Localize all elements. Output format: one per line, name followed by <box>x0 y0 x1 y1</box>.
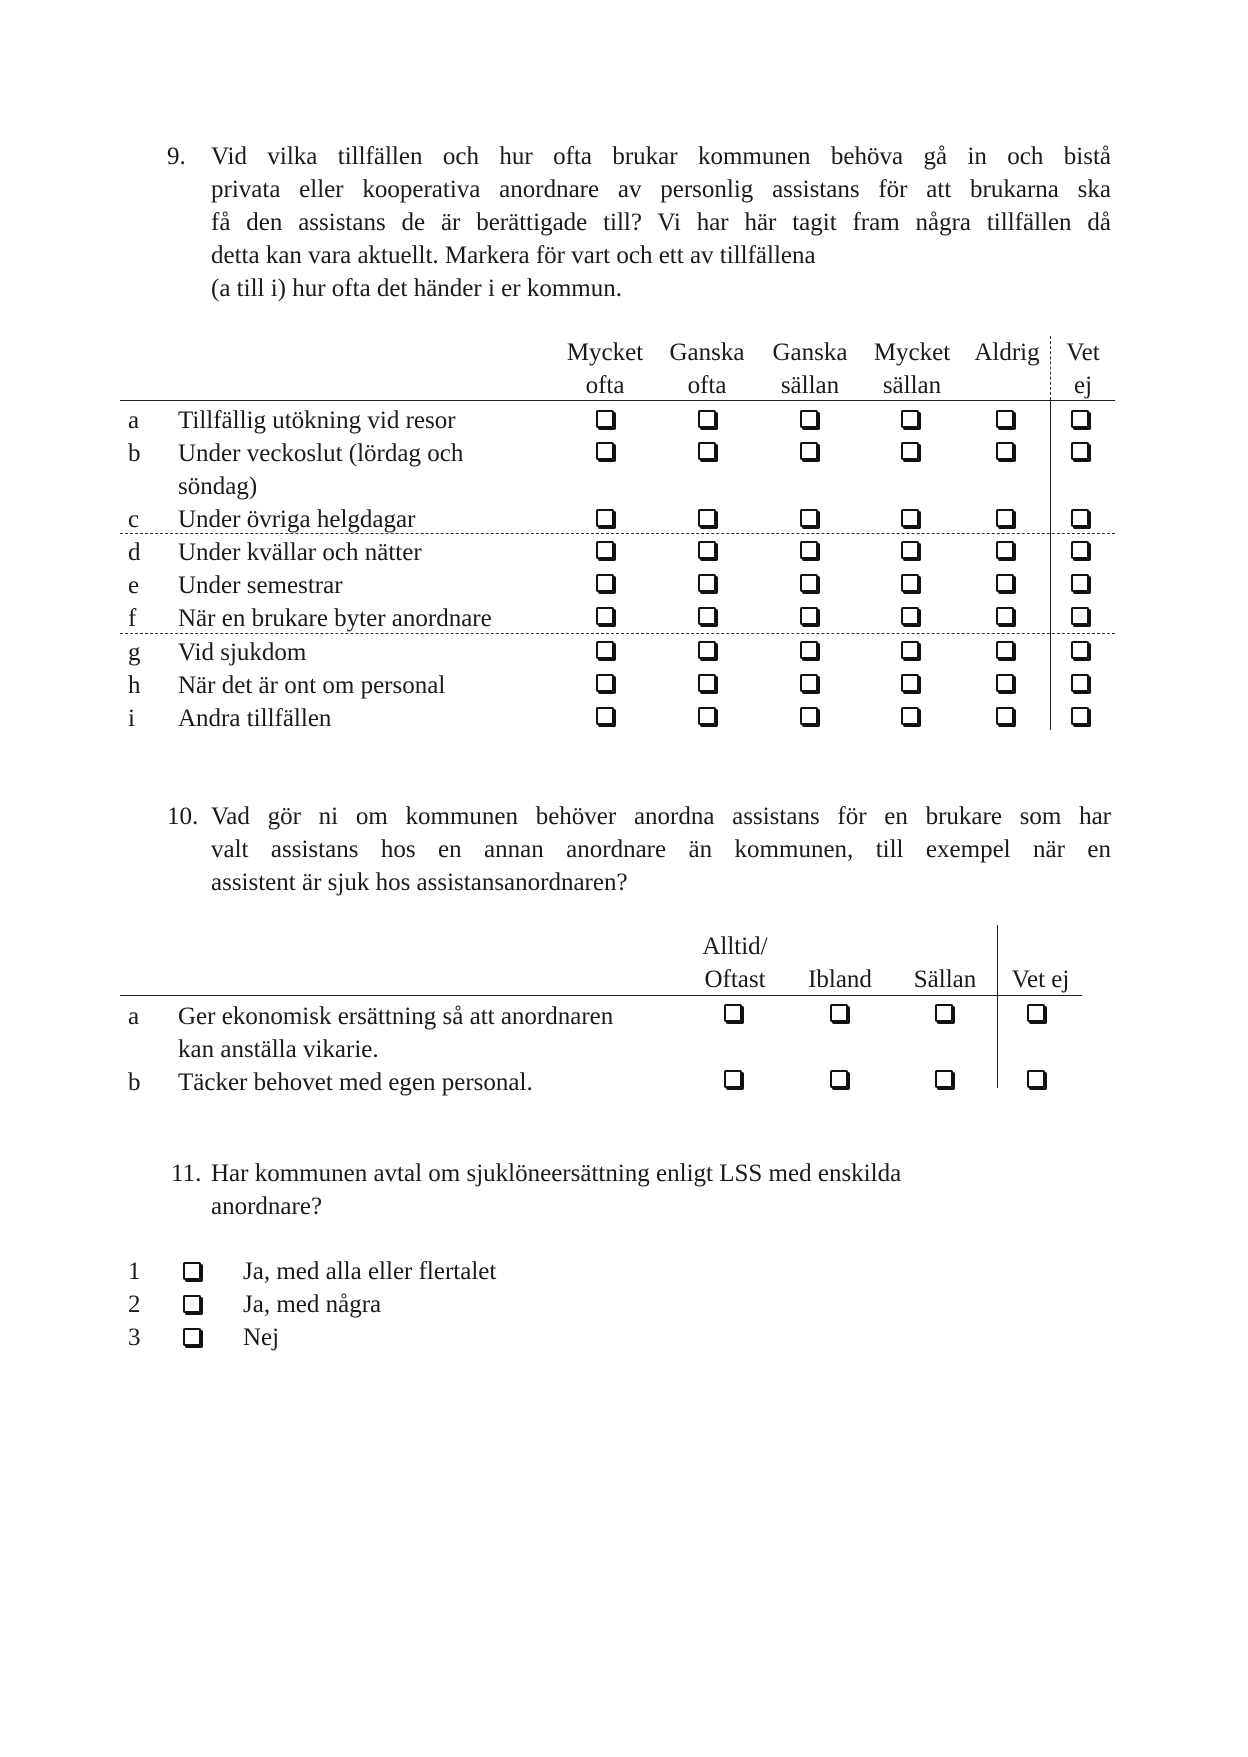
row-letter: a <box>128 407 140 434</box>
row-letter: d <box>128 539 141 566</box>
option-number: 2 <box>128 1291 141 1318</box>
option-label: Nej <box>243 1324 280 1351</box>
row-letter: i <box>128 705 135 732</box>
answer-checkbox[interactable] <box>901 574 919 592</box>
q9-vet-ej-divider <box>1050 400 1051 730</box>
answer-checkbox[interactable] <box>1071 641 1089 659</box>
row-label: Under kvällar och nätter <box>178 539 422 566</box>
q9-vet-ej-divider-top <box>1050 336 1051 400</box>
col-ganska-ofta: Ganska ofta <box>669 339 745 399</box>
answer-checkbox[interactable] <box>1071 674 1089 692</box>
row-letter: g <box>128 639 141 666</box>
answer-checkbox[interactable] <box>800 541 818 559</box>
row-label: När en brukare byter anordnare <box>178 605 492 632</box>
row-label: Tillfällig utökning vid resor <box>178 407 456 434</box>
answer-checkbox[interactable] <box>698 674 716 692</box>
col-ganska-sallan: Ganska sällan <box>772 339 848 399</box>
answer-checkbox[interactable] <box>698 509 716 527</box>
answer-checkbox[interactable] <box>596 574 614 592</box>
answer-checkbox[interactable] <box>1027 1070 1045 1088</box>
row-label: Ger ekonomisk ersättning så att anordnaren <box>178 1003 614 1030</box>
answer-checkbox[interactable] <box>800 607 818 625</box>
answer-checkbox[interactable] <box>800 509 818 527</box>
col-mycket-ofta: Mycket ofta <box>566 339 644 399</box>
answer-checkbox[interactable] <box>596 541 614 559</box>
answer-checkbox[interactable] <box>901 707 919 725</box>
col-mycket-sallan: Mycket sällan <box>873 339 951 399</box>
q11-number: 11. <box>171 1160 202 1187</box>
answer-checkbox[interactable] <box>698 707 716 725</box>
col-vet-ej: Vet ej <box>1066 339 1100 399</box>
row-letter: c <box>128 506 140 533</box>
answer-checkbox[interactable] <box>901 410 919 428</box>
option-label: Ja, med alla eller flertalet <box>243 1258 497 1285</box>
answer-checkbox[interactable] <box>724 1070 742 1088</box>
row-label: Under veckoslut (lördag och <box>178 440 464 467</box>
answer-checkbox[interactable] <box>996 541 1014 559</box>
answer-checkbox[interactable] <box>698 574 716 592</box>
q10-vet-ej-divider <box>997 925 998 1088</box>
answer-checkbox[interactable] <box>1071 574 1089 592</box>
answer-checkbox[interactable] <box>1071 607 1089 625</box>
answer-checkbox[interactable] <box>996 641 1014 659</box>
answer-checkbox[interactable] <box>698 442 716 460</box>
answer-checkbox[interactable] <box>800 674 818 692</box>
answer-checkbox[interactable] <box>800 707 818 725</box>
col-vet-ej: Vet ej <box>1011 966 1070 993</box>
answer-checkbox[interactable] <box>698 541 716 559</box>
row-label: Under övriga helgdagar <box>178 506 416 533</box>
option-number: 3 <box>128 1324 141 1351</box>
answer-checkbox[interactable] <box>901 607 919 625</box>
answer-checkbox[interactable] <box>698 607 716 625</box>
answer-checkbox[interactable] <box>1071 442 1089 460</box>
answer-checkbox[interactable] <box>996 707 1014 725</box>
answer-checkbox[interactable] <box>901 641 919 659</box>
answer-checkbox[interactable] <box>800 641 818 659</box>
option-checkbox[interactable] <box>183 1295 201 1313</box>
row-letter: f <box>128 605 137 632</box>
answer-checkbox[interactable] <box>830 1004 848 1022</box>
row-letter: b <box>128 440 141 467</box>
col-aldrig: Aldrig <box>974 339 1040 366</box>
answer-checkbox[interactable] <box>698 410 716 428</box>
answer-checkbox[interactable] <box>996 607 1014 625</box>
answer-checkbox[interactable] <box>901 442 919 460</box>
row-letter: b <box>128 1069 141 1096</box>
answer-checkbox[interactable] <box>901 541 919 559</box>
answer-checkbox[interactable] <box>596 674 614 692</box>
answer-checkbox[interactable] <box>596 641 614 659</box>
q9-number: 9. <box>167 143 186 170</box>
col-sallan: Sällan <box>913 966 977 993</box>
row-label: Täcker behovet med egen personal. <box>178 1069 533 1096</box>
answer-checkbox[interactable] <box>596 509 614 527</box>
answer-checkbox[interactable] <box>901 674 919 692</box>
row-label-cont: söndag) <box>178 473 258 500</box>
q10-number: 10. <box>167 803 199 830</box>
option-checkbox[interactable] <box>183 1262 201 1280</box>
answer-checkbox[interactable] <box>935 1070 953 1088</box>
answer-checkbox[interactable] <box>596 410 614 428</box>
q9-header-rule <box>120 400 1115 401</box>
answer-checkbox[interactable] <box>996 442 1014 460</box>
answer-checkbox[interactable] <box>1071 541 1089 559</box>
answer-checkbox[interactable] <box>996 509 1014 527</box>
answer-checkbox[interactable] <box>596 607 614 625</box>
row-letter: h <box>128 672 141 699</box>
answer-checkbox[interactable] <box>698 641 716 659</box>
q10-header-rule <box>120 995 1082 996</box>
row-letter: e <box>128 572 140 599</box>
answer-checkbox[interactable] <box>724 1004 742 1022</box>
answer-checkbox[interactable] <box>1071 410 1089 428</box>
answer-checkbox[interactable] <box>901 509 919 527</box>
answer-checkbox[interactable] <box>996 574 1014 592</box>
option-number: 1 <box>128 1258 141 1285</box>
option-label: Ja, med några <box>243 1291 382 1318</box>
row-label: Under semestrar <box>178 572 343 599</box>
col-ibland: Ibland <box>808 966 872 993</box>
answer-checkbox[interactable] <box>996 674 1014 692</box>
answer-checkbox[interactable] <box>596 707 614 725</box>
answer-checkbox[interactable] <box>1027 1004 1045 1022</box>
answer-checkbox[interactable] <box>1071 707 1089 725</box>
answer-checkbox[interactable] <box>596 442 614 460</box>
row-label: Andra tillfällen <box>178 705 332 732</box>
row-label: När det är ont om personal <box>178 672 446 699</box>
answer-checkbox[interactable] <box>1071 509 1089 527</box>
answer-checkbox[interactable] <box>800 574 818 592</box>
answer-checkbox[interactable] <box>996 410 1014 428</box>
answer-checkbox[interactable] <box>935 1004 953 1022</box>
answer-checkbox[interactable] <box>830 1070 848 1088</box>
row-label: Vid sjukdom <box>178 639 307 666</box>
option-checkbox[interactable] <box>183 1328 201 1346</box>
row-letter: a <box>128 1003 140 1030</box>
answer-checkbox[interactable] <box>800 442 818 460</box>
row-label-cont: kan anställa vikarie. <box>178 1036 379 1063</box>
col-alltid-oftast: Alltid/ Oftast <box>702 933 768 993</box>
answer-checkbox[interactable] <box>800 410 818 428</box>
